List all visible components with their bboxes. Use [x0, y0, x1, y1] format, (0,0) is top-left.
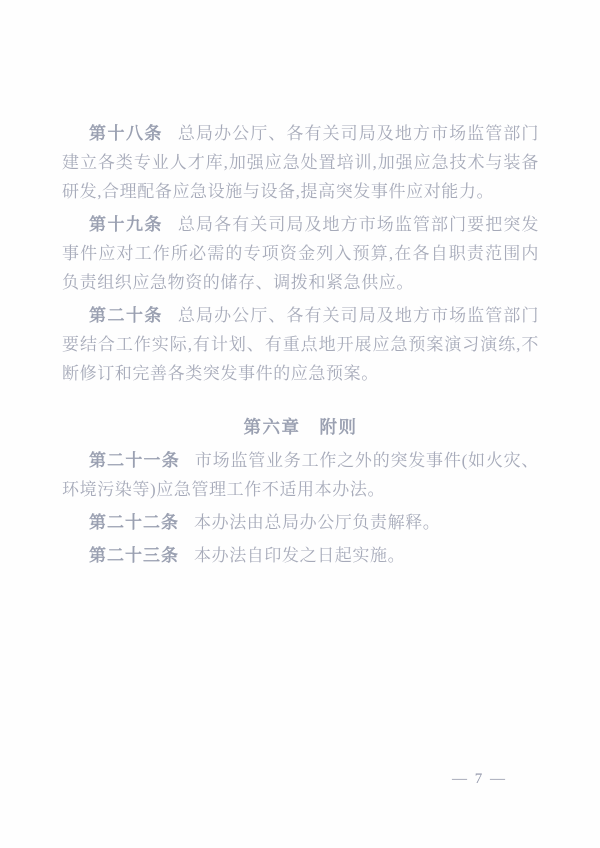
article-22-number: 第二十二条 — [89, 513, 179, 532]
article-19-paragraph — [62, 210, 539, 297]
document-body — [62, 119, 539, 574]
article-22-text: 本办法由总局办公厅负责解释。 — [194, 513, 441, 532]
article-21-text: 市场监管业务工作之外的突发事件(如火灾、环境污染等)应急管理工作不适用本办法。 — [62, 451, 539, 499]
article-23-number: 第二十三条 — [89, 546, 179, 565]
article-18-text: 总局办公厅、各有关司局及地方市场监管部门建立各类专业人才库,加强应急处置培训,加强应急技术与装备研发,合理配备应急设施与设备,提高突发事件应对能力。 — [62, 124, 540, 201]
article-18-number: 第十八条 — [89, 124, 163, 143]
article-21-number: 第二十一条 — [89, 451, 180, 470]
article-22-paragraph — [62, 508, 539, 537]
article-19-number: 第十九条 — [89, 215, 163, 234]
article-20-number: 第二十条 — [89, 306, 163, 325]
chapter-heading: 第六章 附则 — [243, 417, 358, 437]
article-20-paragraph — [62, 301, 539, 388]
article-23-paragraph — [62, 541, 539, 570]
article-18-paragraph — [62, 119, 539, 206]
article-19-text: 总局各有关司局及地方市场监管部门要把突发事件应对工作所必需的专项资金列入预算,在各自职责范围内负责组织应急物资的储存、调拨和紧急供应。 — [62, 215, 540, 292]
article-21-paragraph — [62, 446, 539, 504]
article-23-text: 本办法自印发之日起实施。 — [194, 546, 406, 565]
article-20-text: 总局办公厅、各有关司局及地方市场监管部门要结合工作实际,有计划、有重点地开展应急预案演习演练,不断修订和完善各类突发事件的应急预案。 — [62, 306, 540, 383]
page-number: — 7 — — [452, 771, 507, 787]
